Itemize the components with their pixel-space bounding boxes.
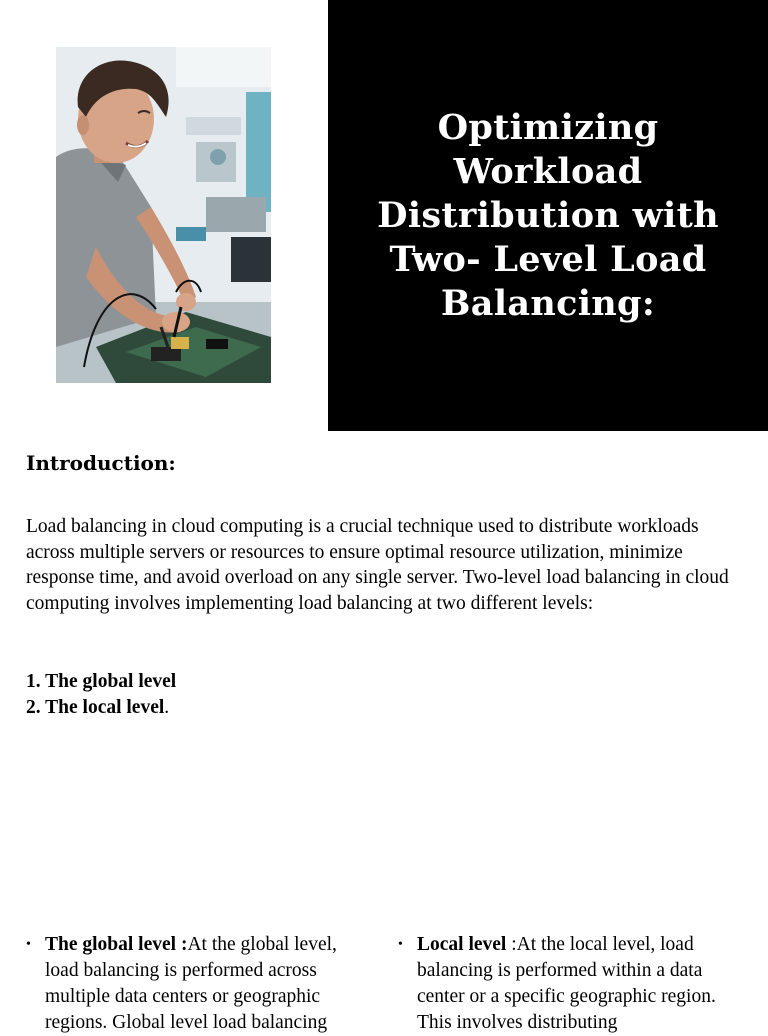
local-level-text: :At the local level, load balancing is performed within a data center or a specific geographic region. This involves distributing: [417, 934, 716, 1033]
local-level-column: [398, 932, 743, 1036]
level-label: 1. The global level: [26, 671, 177, 692]
level-label: 2. The local level: [26, 696, 165, 718]
global-level-term: The global level :: [45, 934, 188, 955]
list-item: [26, 669, 176, 695]
intro-paragraph: Load balancing in cloud computing is a crucial technique used to distribute workloads across multiple servers or resources to ensure optimal resource utilization, minimize response time, and avoid overload on any single server. Two-level load balancing in cloud computing involves implementing load balancing at two different levels:: [26, 516, 729, 614]
technician-photo: [56, 47, 271, 383]
levels-list: [26, 669, 176, 720]
list-item: [26, 695, 176, 721]
bullet-icon: •: [26, 937, 31, 952]
bullet-icon: •: [398, 937, 403, 952]
global-level-column: [26, 932, 371, 1036]
list-item: [26, 932, 371, 1036]
page-title: Optimizing Workload Distribution with Two- Level Load Balancing:: [377, 106, 719, 324]
intro-heading: Introduction:: [26, 451, 176, 475]
technician-soldering-icon: [56, 47, 271, 383]
title-panel: [328, 0, 768, 431]
local-level-term: Local level: [417, 934, 507, 955]
level-suffix: .: [164, 696, 170, 718]
list-item: [398, 932, 743, 1036]
global-level-text: At the global level, load balancing is performed across multiple data centers or geographic regions. Global level load balancing: [45, 934, 337, 1033]
